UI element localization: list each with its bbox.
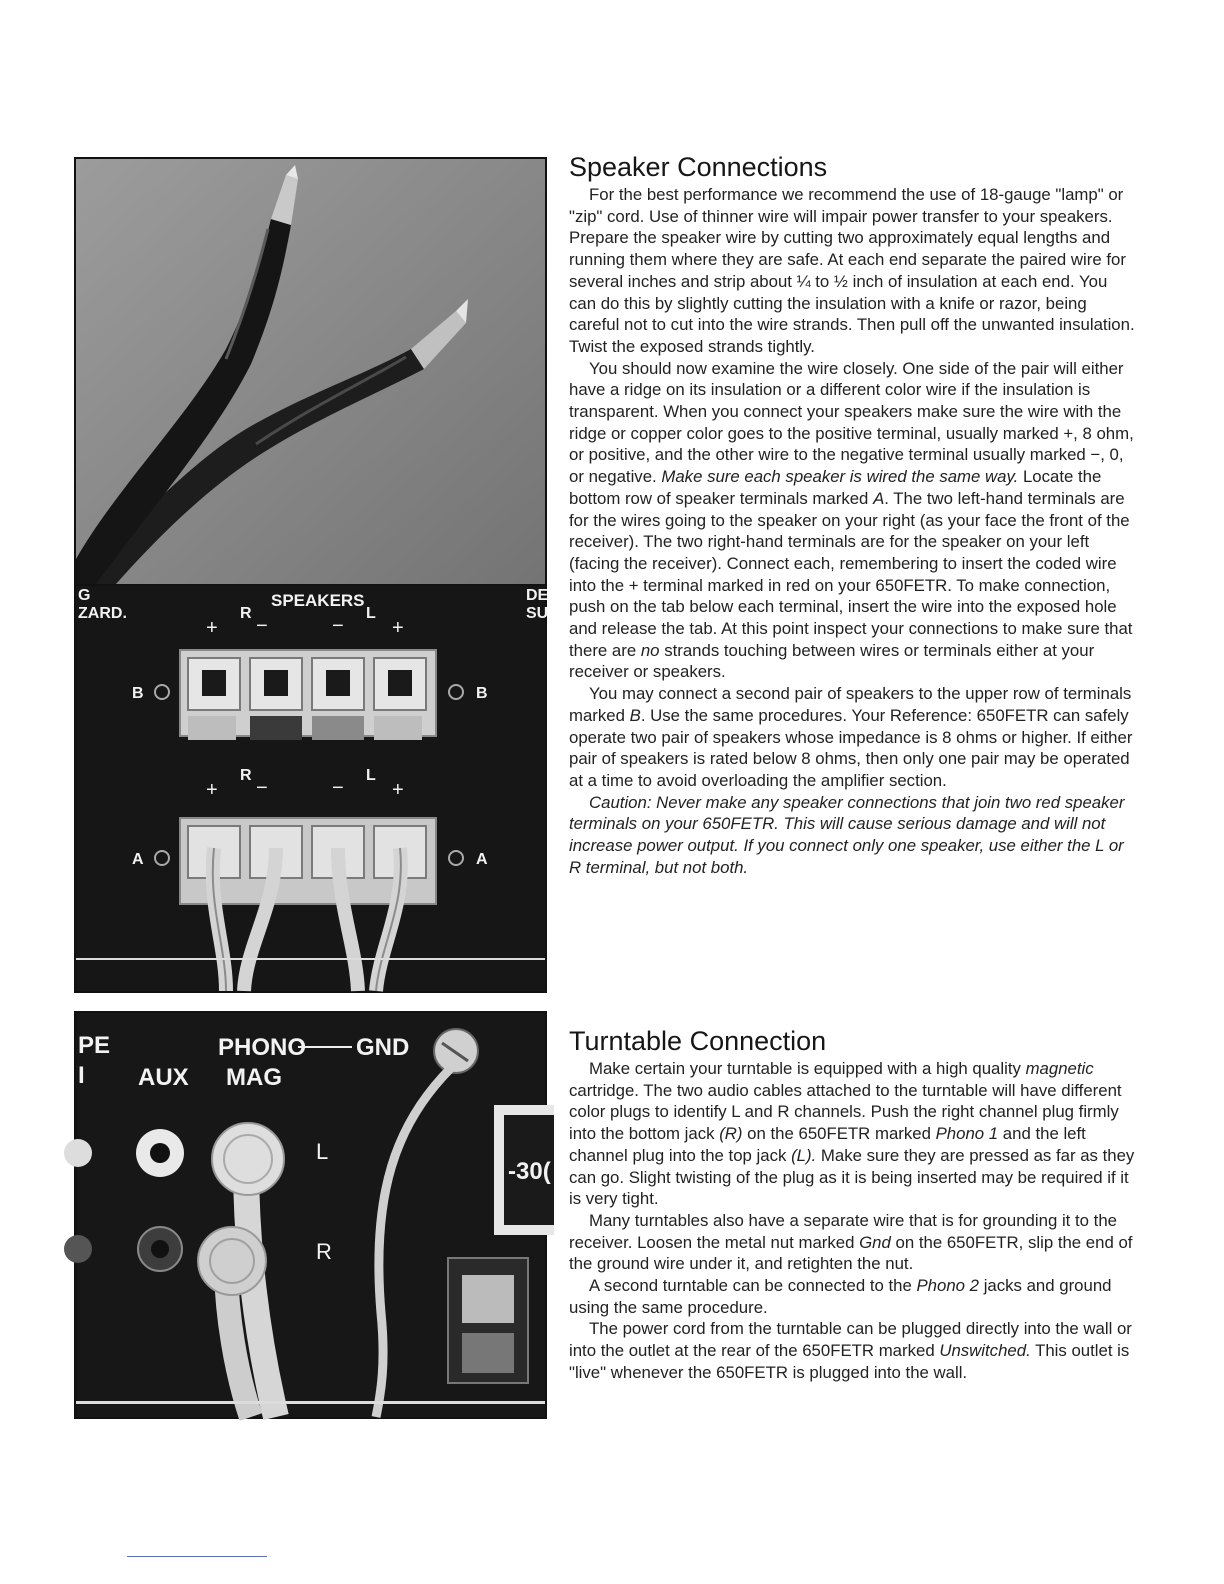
tt-p3-phono2: Phono 2 <box>916 1276 980 1296</box>
speaker-paragraph-3-cont: . Use the same procedures. Your Reference: 650FETR can safely operate two pair of speakers whose impedance is 8 ohms or higher. If either pair of speakers is rated below 8 ohms, then only one pair may be operated at a time to avoid overloading the amplifier section. <box>569 705 1133 790</box>
tt-p4-a: The power cord from the turntable can be plugged directly into the wall or into the outlet at the rear of the 650FETR marked <box>569 1319 1132 1361</box>
speaker-terminals-illustration <box>76 586 549 991</box>
polarity-minus-b-r: − <box>256 615 268 637</box>
turntable-connection-section <box>569 1024 1137 1384</box>
bottom-rule <box>127 1556 267 1557</box>
polarity-minus-a-l: − <box>332 777 344 799</box>
tt-p2-gnd: Gnd <box>859 1232 891 1252</box>
tt-p1-phono1: Phono 1 <box>935 1124 999 1144</box>
phono-jacks-photo <box>74 1011 551 1419</box>
polarity-plus-a-r: + <box>206 779 218 801</box>
speaker-paragraph-1: For the best performance we recommend the use of 18-gauge "lamp" or "zip" cord. Use of thinner wire will impair power transfer to your speakers. Prepare the speaker wire by cutting two approximately equal lengths and running them where they are safe. At each end separate the paired wire for several inches and strip about ¼ to ½ inch of insulation at each end. You can do this by slightly cutting the insulation with a knife or razor, being careful not to cut into the wire strands. Then pull off the unwanted insulation. Twist the exposed strands tightly. <box>569 185 1135 356</box>
turntable-paragraph-3 <box>569 1275 1137 1318</box>
row-label-b-left: B <box>132 685 144 702</box>
polarity-minus-a-r: − <box>256 777 268 799</box>
row-label-b-right: B <box>476 685 488 702</box>
speaker-paragraph-3-text: You may connect a second pair of speakers to the upper row of terminals marked <box>569 684 1132 725</box>
channel-r-a: R <box>240 767 252 784</box>
jack-label-r: R <box>316 1239 332 1264</box>
speaker-connections-section <box>569 150 1137 879</box>
speaker-wire-photo <box>74 157 547 586</box>
tt-p4-c: This outlet is "live" whenever the 650FETR is plugged into the wall. <box>569 1341 1130 1382</box>
speaker-paragraph-2 <box>569 358 1137 684</box>
speaker-connections-title: Speaker Connections <box>569 152 828 182</box>
tt-p1-magnetic: magnetic <box>1025 1059 1094 1078</box>
turntable-connection-title: Turntable Connection <box>569 1026 827 1056</box>
polarity-plus-a-l: + <box>392 779 404 801</box>
phono-plug-r[interactable] <box>198 1227 266 1295</box>
aux-label: AUX <box>138 1064 189 1091</box>
jack-label-l: L <box>316 1139 329 1164</box>
channel-r-b: R <box>240 605 252 622</box>
speaker-paragraph-2-cont: . The two left-hand terminals are for the wires going to the speaker on your right (as your face the front of the receiver). The two right-hand terminals are for the speaker on your left (facing the receiver). Connect each, remembering to insert the coded wire into the + terminal marked in red on your 650FETR. To make connection, push on the tab below each terminal, insert the wire into the exposed hole and release the tab. At this point inspect your connections to make sure that there are <box>569 488 1133 660</box>
channel-l-a: L <box>366 767 376 784</box>
caution-note: Caution: Never make any speaker connections that join two red speaker terminals on your 650FETR. This will cause serious damage and will not increase power output. If you connect only one speaker, use either the L or R terminal, but not both. <box>569 792 1125 877</box>
tt-p1-l: (L). <box>791 1145 817 1165</box>
tt-p4-unswitched: Unswitched. <box>939 1341 1031 1361</box>
speakers-heading: SPEAKERS <box>271 591 365 610</box>
tt-p1-r: (R) <box>719 1124 743 1144</box>
speaker-wire-illustration <box>76 159 545 584</box>
channel-l-b: L <box>366 605 376 622</box>
speaker-paragraph-2-locate: Locate the bottom row of speaker terminals marked <box>569 467 1102 508</box>
tt-p3-a: A second turntable can be connected to the <box>589 1276 912 1296</box>
polarity-minus-b-l: − <box>332 615 344 637</box>
turntable-paragraph-2 <box>569 1210 1137 1275</box>
turntable-paragraph-1 <box>569 1058 1137 1210</box>
speaker-paragraph-2-text: You should now examine the wire closely. One side of the pair will either have a ridge on its insulation or a different color wire if the insulation is transparent. When you connect your speakers make sure the wire with the ridge or copper color goes to the positive terminal, usually marked +, 8 ohm, or positive, and the other wire to the negative terminal usually marked −, 0, or negative. <box>569 358 1134 487</box>
mag-label: MAG <box>226 1064 282 1091</box>
tt-p1-e: on the 650FETR marked <box>747 1124 931 1144</box>
phono-jacks-illustration <box>76 1013 551 1417</box>
speaker-paragraph-3 <box>569 683 1137 792</box>
label-fragment-pe: PE <box>78 1032 111 1059</box>
gnd-label: GND <box>356 1034 410 1061</box>
panel-label-right-top: DE <box>526 587 549 604</box>
label-fragment-i: I <box>78 1062 85 1089</box>
row-b-ref: B <box>629 705 641 725</box>
wired-same-way-note: Make sure each speaker is wired the same way. <box>661 467 1019 487</box>
speaker-paragraph-2-end: strands touching between wires or terminals either at your receiver or speakers. <box>569 640 1095 682</box>
polarity-plus-b-l: + <box>392 617 404 639</box>
tt-p2-c: on the 650FETR, slip the end of the ground wire under it, and retighten the nut. <box>569 1232 1133 1274</box>
label-fragment-300: -30( <box>508 1158 551 1185</box>
tt-p1-a: Make certain your turntable is equipped with a high quality <box>589 1059 1021 1078</box>
panel-label-left-top: G <box>78 587 91 604</box>
panel-label-left: ZARD. <box>78 605 127 622</box>
tt-p1-i: Make sure they are pressed as far as they can go. Slight twisting of the plug as it is being inserted may be required if it is very tight. <box>569 1145 1135 1209</box>
row-label-a-left: A <box>132 851 144 868</box>
tt-p1-c: cartridge. The two audio cables attached to the turntable will have different color plugs to identify L and R channels. Push the right channel plug firmly into the bottom jack <box>569 1080 1122 1144</box>
row-a-ref: A <box>873 488 885 508</box>
panel-label-right: SU <box>526 605 549 622</box>
no-emphasis: no <box>640 640 660 660</box>
phono-label: PHONO <box>218 1034 307 1061</box>
turntable-paragraph-4 <box>569 1318 1137 1383</box>
tt-p2-a: Many turntables also have a separate wire that is for grounding it to the receiver. Loosen the metal nut marked <box>569 1210 1117 1252</box>
phono-plug-l[interactable] <box>212 1123 284 1195</box>
polarity-plus-b-r: + <box>206 617 218 639</box>
row-label-a-right: A <box>476 851 488 868</box>
tt-p3-c: jacks and ground using the same procedure. <box>569 1276 1112 1317</box>
tt-p1-g: and the left channel plug into the top jack <box>569 1124 1086 1165</box>
speaker-terminals-photo <box>74 584 547 993</box>
